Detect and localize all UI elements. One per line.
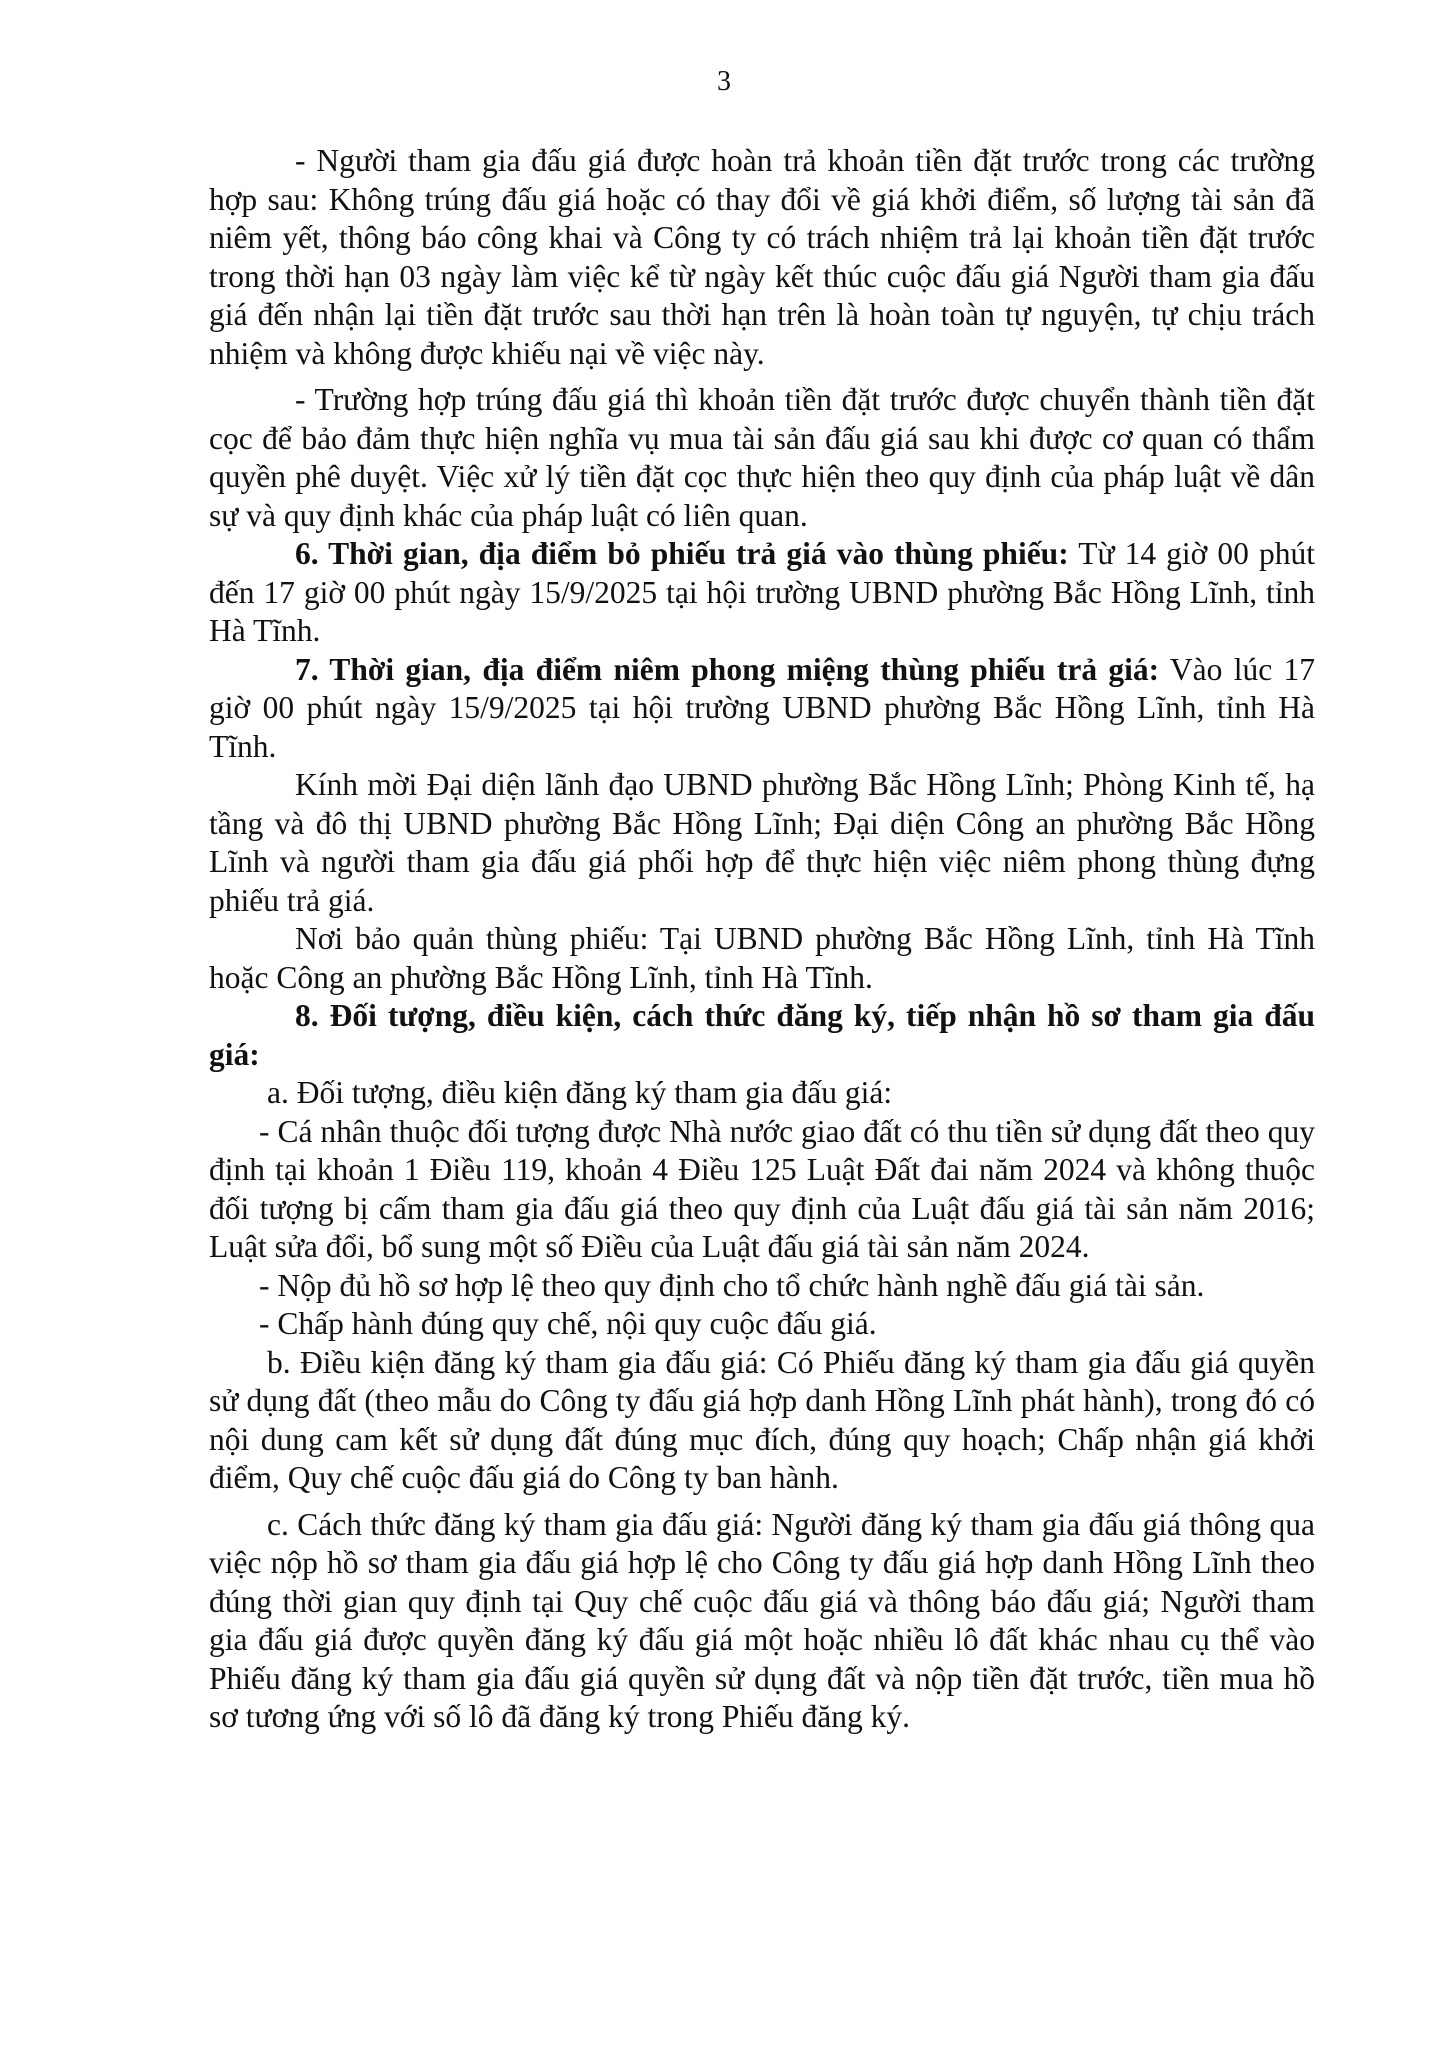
section-7-heading: 7. Thời gian, địa điểm niêm phong miệng thùng phiếu trả giá:	[295, 651, 1160, 687]
paragraph-eligible-individuals: - Cá nhân thuộc đối tượng được Nhà nước giao đất có thu tiền sử dụng đất theo quy định tại khoản 1 Điều 119, khoản 4 Điều 125 Luật Đất đai năm 2024 và không thuộc đối tượng bị cấm tham gia đấu giá theo quy định của Luật đấu giá tài sản năm 2016; Luật sửa đổi, bổ sung một số Điều của Luật đấu giá tài sản năm 2024.	[209, 1113, 1315, 1264]
subsection-a-heading: a. Đối tượng, điều kiện đăng ký tham gia đấu giá:	[267, 1075, 893, 1110]
paragraph-refund-deposit: - Người tham gia đấu giá được hoàn trả khoản tiền đặt trước trong các trường hợp sau: Không trúng đấu giá hoặc có thay đổi về giá khởi điểm, số lượng tài sản đã niêm yết, thông báo công khai và Công ty có trách nhiệm trả lại khoản tiền đặt trước trong thời hạn 03 ngày làm việc kể từ ngày kết thúc cuộc đấu giá Người tham gia đấu giá đến nhận lại tiền đặt trước sau thời hạn trên là hoàn toàn tự nguyện, tự chịu trách nhiệm và không được khiếu nại về việc này.	[209, 143, 1315, 371]
section-7-text: Vào lúc 17 giờ 00 phút ngày 15/9/2025 tại hội trường UBND phường Bắc Hồng Lĩnh, tỉnh Hà Tĩnh.	[209, 651, 1315, 764]
subsection-c-paragraph: c. Cách thức đăng ký tham gia đấu giá: Người đăng ký tham gia đấu giá thông qua việc nộp hồ sơ tham gia đấu giá hợp lệ cho Công ty đấu giá hợp danh Hồng Lĩnh theo đúng thời gian quy định tại Quy chế cuộc đấu giá và thông báo đấu giá; Người tham gia đấu giá được quyền đăng ký đấu giá một hoặc nhiều lô đất khác nhau cụ thể vào Phiếu đăng ký tham gia đấu giá quyền sử dụng đất và nộp tiền đặt trước, tiền mua hồ sơ tương ứng với số lô đã đăng ký trong Phiếu đăng ký.	[209, 1506, 1315, 1734]
document-body	[209, 142, 1315, 1737]
paragraph-invitation: Kính mời Đại diện lãnh đạo UBND phường Bắc Hồng Lĩnh; Phòng Kinh tế, hạ tầng và đô thị UBND phường Bắc Hồng Lĩnh; Đại diện Công an phường Bắc Hồng Lĩnh và người tham gia đấu giá phối hợp để thực hiện việc niêm phong thùng đựng phiếu trả giá.	[209, 767, 1315, 918]
section-8-heading: 8. Đối tượng, điều kiện, cách thức đăng ký, tiếp nhận hồ sơ tham gia đấu giá:	[209, 998, 1315, 1072]
subsection-b-paragraph: b. Điều kiện đăng ký tham gia đấu giá: Có Phiếu đăng ký tham gia đấu giá quyền sử dụng đất (theo mẫu do Công ty đấu giá hợp danh Hồng Lĩnh phát hành), trong đó có nội dung cam kết sử dụng đất đúng mục đích, đúng quy hoạch; Chấp nhận giá khởi điểm, Quy chế cuộc đấu giá do Công ty ban hành.	[209, 1344, 1315, 1495]
page-number: 3	[717, 66, 731, 97]
paragraph-comply-rules: - Chấp hành đúng quy chế, nội quy cuộc đấu giá.	[259, 1306, 877, 1341]
section-6-heading: 6. Thời gian, địa điểm bỏ phiếu trả giá vào thùng phiếu:	[295, 536, 1069, 571]
paragraph-submit-documents: - Nộp đủ hồ sơ hợp lệ theo quy định cho tổ chức hành nghề đấu giá tài sản.	[259, 1267, 1205, 1303]
section-8-paragraph	[209, 997, 1315, 1074]
section-7-paragraph	[209, 651, 1315, 767]
section-6-text: Từ 14 giờ 00 phút đến 17 giờ 00 phút ngày 15/9/2025 tại hội trường UBND phường Bắc Hồng Lĩnh, tỉnh Hà Tĩnh.	[209, 536, 1315, 648]
paragraph-winning-deposit: - Trường hợp trúng đấu giá thì khoản tiền đặt trước được chuyển thành tiền đặt cọc để bảo đảm thực hiện nghĩa vụ mua tài sản đấu giá sau khi được cơ quan có thẩm quyền phê duyệt. Việc xử lý tiền đặt cọc thực hiện theo quy định của pháp luật về dân sự và quy định khác của pháp luật có liên quan.	[209, 382, 1315, 533]
paragraph-ballot-storage: Nơi bảo quản thùng phiếu: Tại UBND phường Bắc Hồng Lĩnh, tỉnh Hà Tĩnh hoặc Công an phường Bắc Hồng Lĩnh, tỉnh Hà Tĩnh.	[209, 921, 1315, 995]
section-6-paragraph	[209, 535, 1315, 651]
